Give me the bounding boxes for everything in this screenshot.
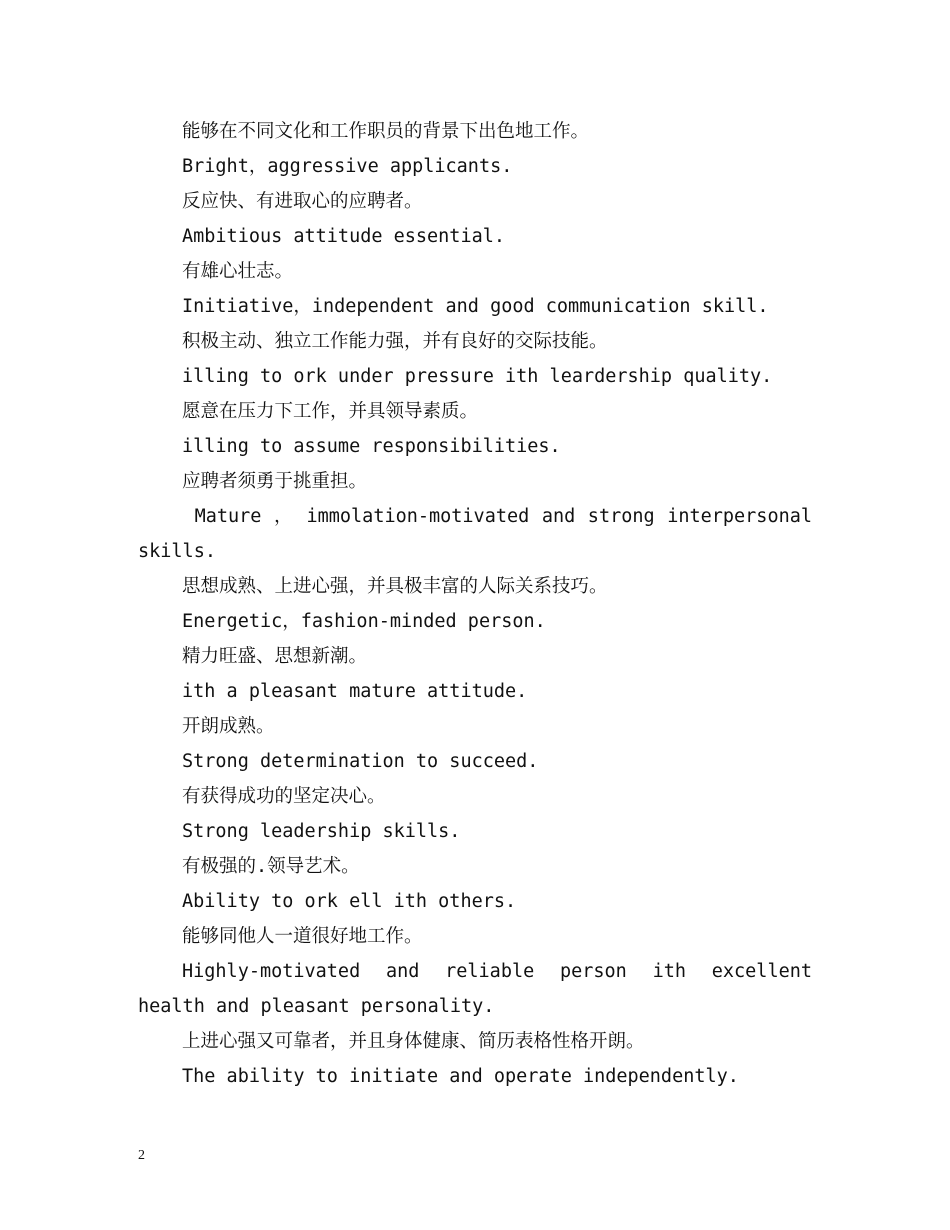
text-line: 反应快、有进取心的应聘者。 bbox=[182, 191, 423, 212]
text-line: Strong leadership skills. bbox=[182, 821, 461, 842]
text-line: Mature ， immolation-motivated and strong interpersonal skills. bbox=[138, 506, 824, 562]
text-line: 能够同他人一道很好地工作。 bbox=[182, 926, 423, 947]
text-line: 开朗成熟。 bbox=[182, 716, 275, 737]
text-line: 有获得成功的坚定决心。 bbox=[182, 786, 386, 807]
text-line: 精力旺盛、思想新潮。 bbox=[182, 646, 368, 667]
text-line: 思想成熟、上进心强，并具极丰富的人际关系技巧。 bbox=[182, 576, 608, 597]
text-line: Highly-motivated and reliable person ith excellent health and pleasant personality. bbox=[138, 961, 824, 1017]
text-line: The ability to initiate and operate independently. bbox=[182, 1066, 739, 1087]
text-line: ith a pleasant mature attitude. bbox=[182, 681, 528, 702]
page-number: 2 bbox=[138, 1148, 145, 1163]
text-line: Ambitious attitude essential. bbox=[182, 226, 506, 247]
text-line: 有极强的.领导艺术。 bbox=[182, 856, 360, 877]
text-line: Ability to ork ell ith others. bbox=[182, 891, 517, 912]
text-line: illing to ork under pressure ith leardership quality. bbox=[182, 366, 773, 387]
text-line: 积极主动、独立工作能力强，并有良好的交际技能。 bbox=[182, 331, 608, 352]
document-body bbox=[138, 114, 824, 1094]
text-line: Initiative，independent and good communication skill. bbox=[182, 296, 769, 317]
text-line: Energetic，fashion-minded person. bbox=[182, 611, 546, 632]
text-line: illing to assume responsibilities. bbox=[182, 436, 561, 457]
text-line: Bright，aggressive applicants. bbox=[182, 156, 513, 177]
text-line: 能够在不同文化和工作职员的背景下出色地工作。 bbox=[182, 121, 590, 142]
text-line: 应聘者须勇于挑重担。 bbox=[182, 471, 368, 492]
text-line: 愿意在压力下工作，并具领导素质。 bbox=[182, 401, 479, 422]
text-line: 上进心强又可靠者，并且身体健康、简历表格性格开朗。 bbox=[182, 1031, 645, 1052]
text-line: 有雄心壮志。 bbox=[182, 261, 294, 282]
text-line: Strong determination to succeed. bbox=[182, 751, 539, 772]
